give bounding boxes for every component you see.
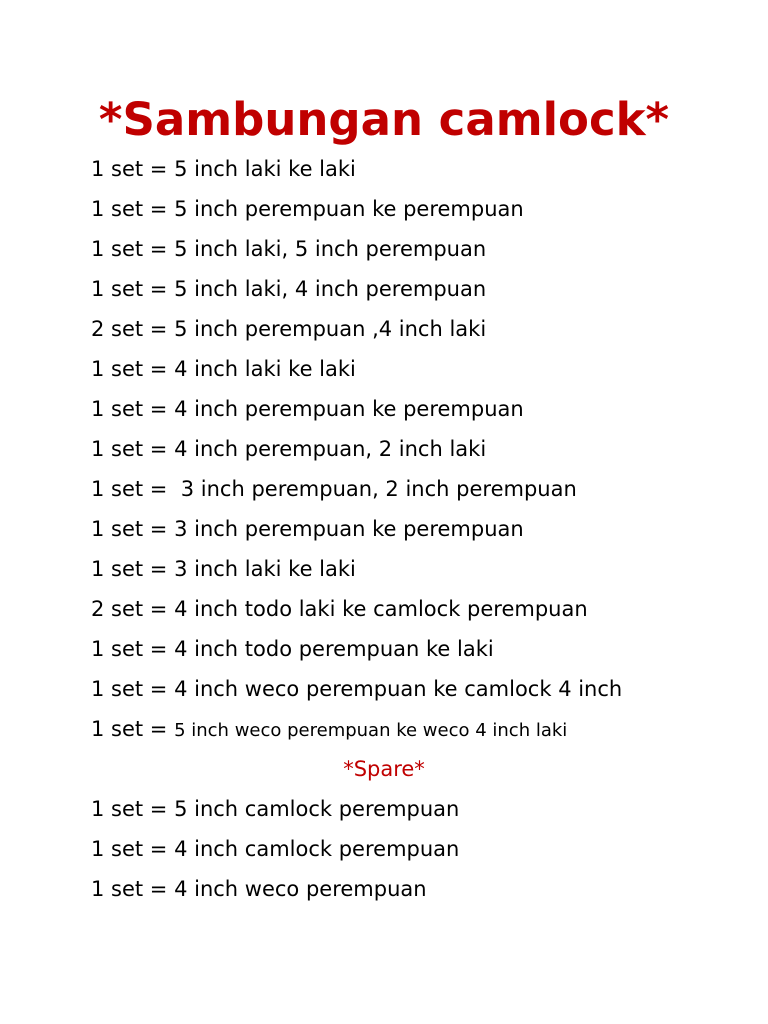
list-item: 2 set = 5 inch perempuan ,4 inch laki <box>91 317 487 341</box>
spare-heading: *Spare* <box>343 757 425 781</box>
list-item: 1 set = 3 inch laki ke laki <box>91 557 356 581</box>
list-item: 1 set = 4 inch perempuan, 2 inch laki <box>91 437 487 461</box>
spare-item: 1 set = 5 inch camlock perempuan <box>91 797 460 821</box>
list-item-last <box>91 714 731 754</box>
list-item: 1 set = 5 inch perempuan ke perempuan <box>91 197 524 221</box>
item-list <box>91 154 731 914</box>
list-item: 1 set = 5 inch laki, 4 inch perempuan <box>91 277 487 301</box>
list-item: 2 set = 4 inch todo laki ke camlock perempuan <box>91 597 588 621</box>
list-item-rest: 5 inch weco perempuan ke weco 4 inch laki <box>174 720 568 741</box>
list-item: 1 set = 4 inch todo perempuan ke laki <box>91 637 494 661</box>
list-item: 1 set = 3 inch perempuan ke perempuan <box>91 517 524 541</box>
list-item: 1 set = 4 inch laki ke laki <box>91 357 356 381</box>
list-item: 1 set = 5 inch laki ke laki <box>91 157 356 181</box>
list-item-prefix: 1 set = <box>91 717 175 741</box>
list-item: 1 set = 3 inch perempuan, 2 inch perempuan <box>91 477 577 501</box>
document-title: *Sambungan camlock* <box>98 93 670 146</box>
list-item: 1 set = 4 inch weco perempuan ke camlock 4 inch <box>91 677 623 701</box>
spare-item: 1 set = 4 inch camlock perempuan <box>91 837 460 861</box>
spare-item: 1 set = 4 inch weco perempuan <box>91 877 427 901</box>
list-item: 1 set = 5 inch laki, 5 inch perempuan <box>91 237 487 261</box>
list-item: 1 set = 4 inch perempuan ke perempuan <box>91 397 524 421</box>
